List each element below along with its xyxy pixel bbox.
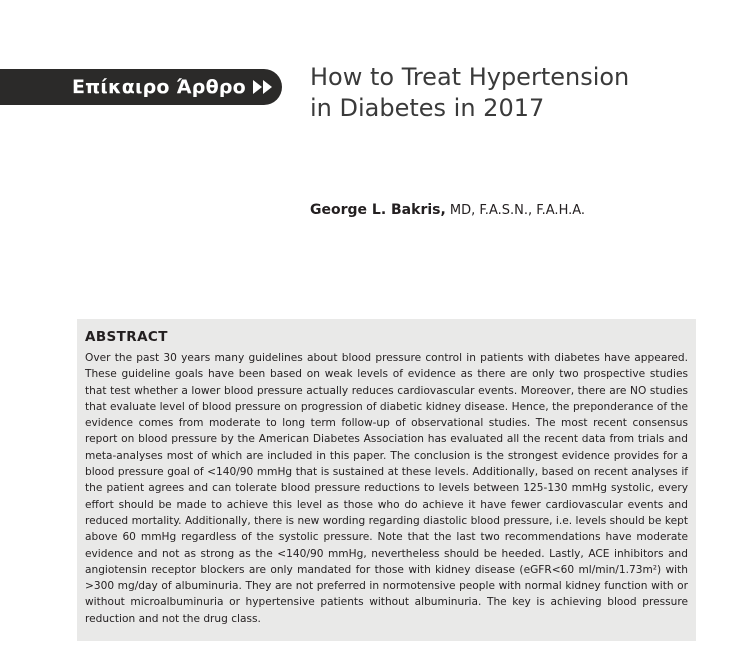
double-chevron-right-icon — [252, 79, 274, 95]
section-tab-label: Επίκαιρο Άρθρο — [72, 76, 246, 98]
abstract-box — [77, 319, 696, 641]
article-title — [310, 62, 730, 124]
abstract-body: Over the past 30 years many guidelines about blood pressure control in patients with diabetes have appeared. These guideline goals have been based on weak levels of evidence as there are only two prospective studies that test whether a lower blood pressure actually reduces cardiovascular events. Moreover, there are NO studies that evaluate level of blood pressure on progression of diabetic kidney disease. Hence, the preponderance of the evidence comes from moderate to long term follow-up of observational studies. The most recent consensus report on blood pressure by the American Diabetes Association has evaluated all the recent data from trials and meta-analyses most of which are included in this paper. The conclusion is the strongest evidence provides for a blood pressure goal of <140/90 mmHg that is sustained at these levels. Additionally, based on recent analyses if the patient agrees and can tolerate blood pressure reductions to levels between 125-130 mmHg systolic, every effort should be made to achieve this level as those who do achieve it have fewer cardiovascular events and reduced mortality. Additionally, there is new wording regarding diastolic blood pressure, i.e. levels should be kept above 60 mmHg regardless of the systolic pressure. Note that the last two recommendations have moderate evidence and not as strong as the <140/90 mmHg, nevertheless should be heeded. Lastly, ACE inhibitors and angiotensin receptor blockers are only mandated for those with kidney disease (eGFR<60 ml/min/1.73m²) with >300 mg/day of albuminuria. They are not preferred in normotensive people with normal kidney function with or without microalbuminuria or hypertensive patients without albuminuria. The key is achieving blood pressure reduction and not the drug class. — [85, 352, 688, 625]
abstract-heading: ABSTRACT — [85, 329, 168, 345]
author-line — [310, 202, 585, 218]
author-name: George L. Bakris, — [310, 202, 446, 218]
section-tab — [0, 69, 282, 105]
article-title-line-1: How to Treat Hypertension — [310, 63, 630, 91]
article-title-line-2: in Diabetes in 2017 — [310, 94, 545, 122]
author-credentials: MD, F.A.S.N., F.A.H.A. — [445, 203, 586, 218]
